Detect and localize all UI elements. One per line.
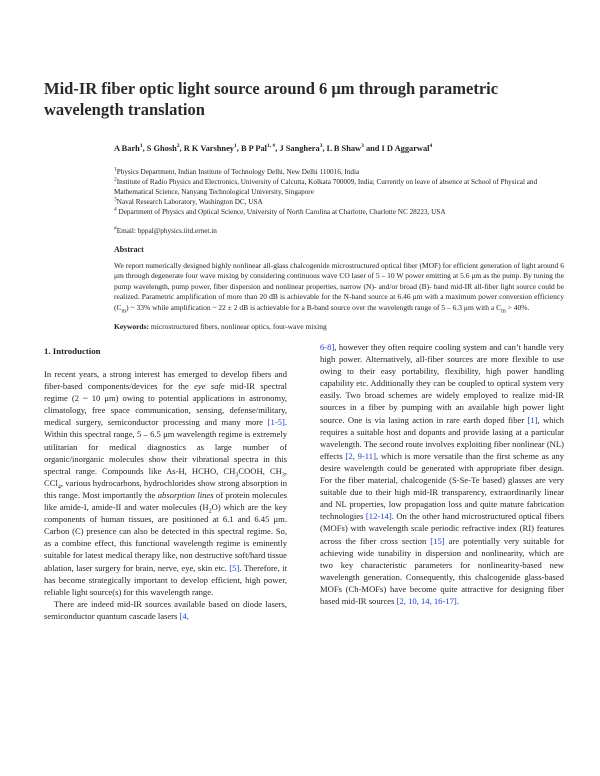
author: S Ghosh bbox=[146, 144, 177, 153]
author-sup: 3 bbox=[319, 143, 323, 150]
corresponding-email bbox=[114, 226, 217, 236]
text: , CCl bbox=[44, 465, 287, 488]
author-sup: 1 bbox=[139, 143, 143, 150]
author-sep: , bbox=[322, 144, 327, 153]
paper-title: Mid-IR fiber optic light source around 6 μm through parametric wavelength translation bbox=[44, 79, 499, 119]
text: COOH, CH bbox=[238, 465, 282, 476]
affiliation bbox=[114, 177, 564, 197]
paragraph bbox=[44, 368, 287, 598]
author-sep: , bbox=[236, 144, 241, 153]
citation-link[interactable]: [15] bbox=[430, 535, 445, 546]
citation-link[interactable]: [12-14] bbox=[365, 511, 392, 522]
text: , which requires a suitable host and dopants and provide lasing at a particular wavelength. The second route involves exploiting fiber nonlinear (NL) effects bbox=[320, 414, 564, 461]
email-text[interactable]: Email: bppal@physics.iitd.ernet.in bbox=[116, 227, 217, 235]
section-heading: 1. Introduction bbox=[44, 346, 101, 356]
affiliation-sup: 4 bbox=[114, 206, 117, 213]
author-sup: 1, # bbox=[267, 143, 276, 150]
text: , however they often require cooling system and can’t handle very high power. Alternatively, all-fiber sources are more flexible to use owing to their easy portability, flexibility, high power handling capability etc. Additionally they can be coupled to optical system very easily. Two broad schemes are widely employed to realize mid-IR sources in a fiber by pumping with an available high power light source. One is via lasing action in rare earth doped fiber bbox=[320, 342, 564, 425]
affiliation-sup: 3 bbox=[114, 196, 117, 203]
abstract-heading: Abstract bbox=[114, 245, 144, 254]
text: , which is more versatile than the first scheme as any desire wavelength could be generated with appropriate fiber design. For the fiber material, chalcogenide (S-Se-Te based) glasses are very suitable due to their high mid-IR transparency, extraordinarily linear and NL properties, low propagation loss and quite mature fabrication technologies bbox=[320, 450, 564, 522]
text: . Therefore, it has become strategically important to develop efficient, high power, reliable light source(s) for this wavelength range. bbox=[44, 562, 287, 597]
left-column bbox=[44, 368, 287, 622]
paragraph bbox=[320, 341, 564, 607]
subscript: 2 bbox=[208, 508, 212, 515]
keywords-label: Keywords: bbox=[114, 322, 149, 331]
affiliation-text: Department of Physics and Optical Science, University of North Carolina at Charlotte, Charlotte NC 28223, USA bbox=[116, 208, 446, 216]
abstract-text: ) ~ 33% while amplification ~ 22 ± 2 dB is achievable for a B-band source over the wavelength range of 5 – 6.3 μm with a C bbox=[126, 302, 502, 312]
keywords bbox=[114, 322, 564, 332]
author: L B Shaw bbox=[326, 144, 362, 153]
author-list bbox=[114, 143, 564, 154]
author-sup: 4 bbox=[429, 143, 433, 150]
abstract-text: > 40%. bbox=[505, 302, 530, 312]
subscript: 4 bbox=[57, 484, 61, 491]
affiliation bbox=[114, 197, 564, 207]
citation-link[interactable]: [2, 10, 14, 16-17] bbox=[396, 595, 457, 606]
email-sup: # bbox=[114, 225, 117, 232]
citation-link[interactable]: [1-5] bbox=[267, 417, 285, 428]
affiliations bbox=[114, 167, 564, 217]
affiliation-text: Institute of Radio Physics and Electronics, University of Calcutta, Kolkata 700009, India; Currently on leave of absence at School of Physical and Mathematical Science, Nanyang Technological University, Singapore bbox=[114, 178, 538, 196]
italic-text: eye safe bbox=[194, 381, 225, 392]
abstract-sub: m bbox=[121, 308, 127, 315]
text: , various hydrocarbons, hydrochlorides show strong absorption in this range. Most importantly the bbox=[44, 477, 287, 500]
text: mid-IR spectral regime (2 ~ 10 μm) owing to potential applications in astronomy, climatology, free space communication, sensing, defense/military, medical surgery, semiconductor processing and many more bbox=[44, 381, 288, 428]
subscript: 3 bbox=[281, 472, 285, 479]
citation-link[interactable]: [2, 9-11] bbox=[345, 450, 376, 461]
affiliation bbox=[114, 167, 564, 177]
author-sep: and bbox=[363, 144, 382, 153]
author: A Barh bbox=[114, 144, 140, 153]
citation-link[interactable]: [4, bbox=[179, 610, 189, 621]
text: In recent years, a strong interest has emerged to develop fibers and fiber-based components/devices for the bbox=[44, 369, 287, 392]
text: . Within this spectral range, 5 – 6.5 μm wavelength regime is extremely utilitarian for medical diagnostics as large number of organic/inorganic molecules show their vibrational spectra in this spectral range. Compounds like As-H, HCHO, CH bbox=[44, 417, 287, 476]
author: J Sanghera bbox=[279, 144, 320, 153]
author: B P Pal bbox=[240, 144, 267, 153]
affiliation-sup: 1 bbox=[114, 166, 117, 173]
text: There are indeed mid-IR sources available based on diode lasers, semiconductor quantum cascade lasers bbox=[44, 598, 287, 621]
author-sup: 3 bbox=[361, 143, 364, 150]
author: R K Varshney bbox=[183, 144, 234, 153]
affiliation bbox=[114, 207, 564, 217]
author-sep: , bbox=[275, 144, 280, 153]
text: of protein molecules like amide-I, amide-II and water molecules (H bbox=[44, 489, 287, 513]
abstract-text: We report numerically designed highly nonlinear all-glass chalcogenide microstructured optical fiber (MOF) for efficient generation of light around 6 μm through degenerate four wave mixing by considering continuous wave CO laser of 5 – 10 W power emitting at 5.6 μm as the pump. By tuning the pump wavelength, pump power, fiber dispersion and nonlinear properties, narrow (N)- and/or broad (B)- band mid-IR all-fiber light source could be realized. Parametric amplification of more than 20 dB is achievable for the N-band source at 6.46 μm with a maximum power conversion efficiency (C bbox=[114, 261, 564, 312]
text: . bbox=[456, 595, 459, 606]
author: I D Aggarwal bbox=[381, 144, 430, 153]
citation-link[interactable]: [1] bbox=[527, 414, 538, 425]
affiliation-text: Naval Research Laboratory, Washington DC, USA bbox=[116, 198, 263, 206]
abstract-sub: m bbox=[501, 308, 506, 315]
paragraph bbox=[44, 598, 287, 622]
author-sup: 1 bbox=[234, 143, 237, 150]
affiliation-sup: 2 bbox=[114, 176, 117, 183]
keywords-text: microstructured fibers, nonlinear optics, four-wave mixing bbox=[149, 322, 327, 331]
right-column bbox=[320, 341, 564, 607]
italic-text: absorption lines bbox=[157, 489, 214, 500]
affiliation-text: Physics Department, Indian Institute of Technology Delhi, New Delhi 110016, India bbox=[116, 168, 360, 176]
citation-link[interactable]: [5] bbox=[229, 562, 240, 573]
text: are potentially very suitable for achieving wide tunability in dispersion and nonlinearity, which are two key characteristic parameters for nonlinearity-based new wavelength generation. Consequently, this chalcogenide glass-based MOFs (Ch-MOFs) have become quite attractive for designing fiber based mid-IR sources bbox=[320, 535, 564, 606]
text: . On the other hand microstructured optical fibers (MOFs) with wavelength scale periodic refractive index (RI) features across the fiber cross section bbox=[320, 511, 564, 546]
author-sup: 2 bbox=[176, 143, 180, 150]
text: O) which are the key components of human tissues, are positioned at 6.1 and 6.45 μm. Carbon (C) presence can also be detected in this spectral regime. So, as a combine effect, this functional wavelength regime is eminently suitable for latest medical therapy like, non destructive soft/hard tissue ablation, laser surgery for brain, nerve, eye, skin etc. bbox=[44, 502, 287, 573]
author-sep: , bbox=[179, 144, 184, 153]
abstract-body bbox=[114, 261, 564, 313]
citation-link[interactable]: 6-8] bbox=[320, 342, 335, 352]
author-sep: , bbox=[142, 144, 147, 153]
subscript: 3 bbox=[235, 472, 239, 479]
